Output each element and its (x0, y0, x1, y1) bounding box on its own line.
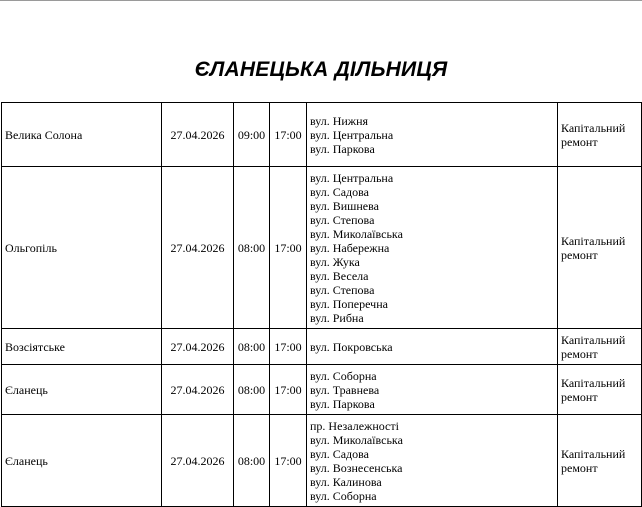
street-item: вул. Паркова (310, 396, 375, 411)
street-item: вул. Степова (310, 282, 375, 297)
end-time-cell: 17:00 (270, 329, 307, 365)
reason-line: ремонт (561, 346, 598, 361)
reason-line: Капітальний (561, 233, 626, 248)
outage-schedule-table (1, 102, 642, 507)
street-item: вул. Садова (310, 446, 369, 461)
table-row (2, 329, 642, 365)
end-time-cell: 17:00 (270, 415, 307, 507)
village-cell: Велика Солона (2, 103, 162, 167)
table-row (2, 415, 642, 507)
reason-cell (558, 415, 642, 507)
street-item: вул. Калинова (310, 474, 382, 489)
start-time-cell: 09:00 (234, 103, 270, 167)
start-time-cell: 08:00 (234, 167, 270, 329)
reason-cell (558, 103, 642, 167)
streets-cell (307, 415, 558, 507)
street-item: вул. Паркова (310, 141, 375, 156)
end-time-cell: 17:00 (270, 167, 307, 329)
street-item: вул. Поперечна (310, 296, 388, 311)
reason-cell (558, 329, 642, 365)
reason-line: ремонт (561, 134, 598, 149)
street-item: вул. Рибна (310, 310, 364, 325)
reason-cell (558, 365, 642, 415)
date-cell: 27.04.2026 (162, 415, 234, 507)
reason-line: ремонт (561, 460, 598, 475)
street-item: вул. Вишнева (310, 198, 379, 213)
street-item: вул. Покровська (310, 339, 393, 354)
street-item: вул. Соборна (310, 488, 377, 503)
village-cell: Єланець (2, 365, 162, 415)
reason-line: ремонт (561, 247, 598, 262)
reason-line: Капітальний (561, 120, 626, 135)
table-row (2, 365, 642, 415)
street-item: вул. Нижня (310, 113, 369, 128)
street-item: вул. Жука (310, 254, 360, 269)
street-item: вул. Травнева (310, 382, 380, 397)
page-title: ЄЛАНЕЦЬКА ДІЛЬНИЦЯ (194, 58, 448, 81)
schedule-body (2, 103, 642, 507)
street-item: вул. Вознесенська (310, 460, 403, 475)
street-item: вул. Соборна (310, 368, 377, 383)
village-cell: Ольгопіль (2, 167, 162, 329)
street-item: вул. Садова (310, 184, 369, 199)
village-cell: Єланець (2, 415, 162, 507)
streets-cell (307, 103, 558, 167)
street-item: пр. Незалежності (310, 418, 399, 433)
streets-cell (307, 167, 558, 329)
reason-line: Капітальний (561, 446, 626, 461)
village-cell: Возсіятське (2, 329, 162, 365)
street-item: вул. Степова (310, 212, 375, 227)
date-cell: 27.04.2026 (162, 103, 234, 167)
table-row (2, 167, 642, 329)
start-time-cell: 08:00 (234, 329, 270, 365)
table-row (2, 103, 642, 167)
reason-line: Капітальний (561, 375, 626, 390)
reason-line: ремонт (561, 389, 598, 404)
street-item: вул. Центральна (310, 170, 394, 185)
end-time-cell: 17:00 (270, 365, 307, 415)
date-cell: 27.04.2026 (162, 365, 234, 415)
street-item: вул. Набережна (310, 240, 390, 255)
reason-cell (558, 167, 642, 329)
top-divider (0, 0, 642, 1)
streets-cell (307, 365, 558, 415)
start-time-cell: 08:00 (234, 415, 270, 507)
end-time-cell: 17:00 (270, 103, 307, 167)
start-time-cell: 08:00 (234, 365, 270, 415)
street-item: вул. Центральна (310, 127, 394, 142)
reason-line: Капітальний (561, 332, 626, 347)
streets-cell (307, 329, 558, 365)
street-item: вул. Миколаївська (310, 432, 403, 447)
street-item: вул. Весела (310, 268, 369, 283)
street-item: вул. Миколаївська (310, 226, 403, 241)
date-cell: 27.04.2026 (162, 329, 234, 365)
date-cell: 27.04.2026 (162, 167, 234, 329)
